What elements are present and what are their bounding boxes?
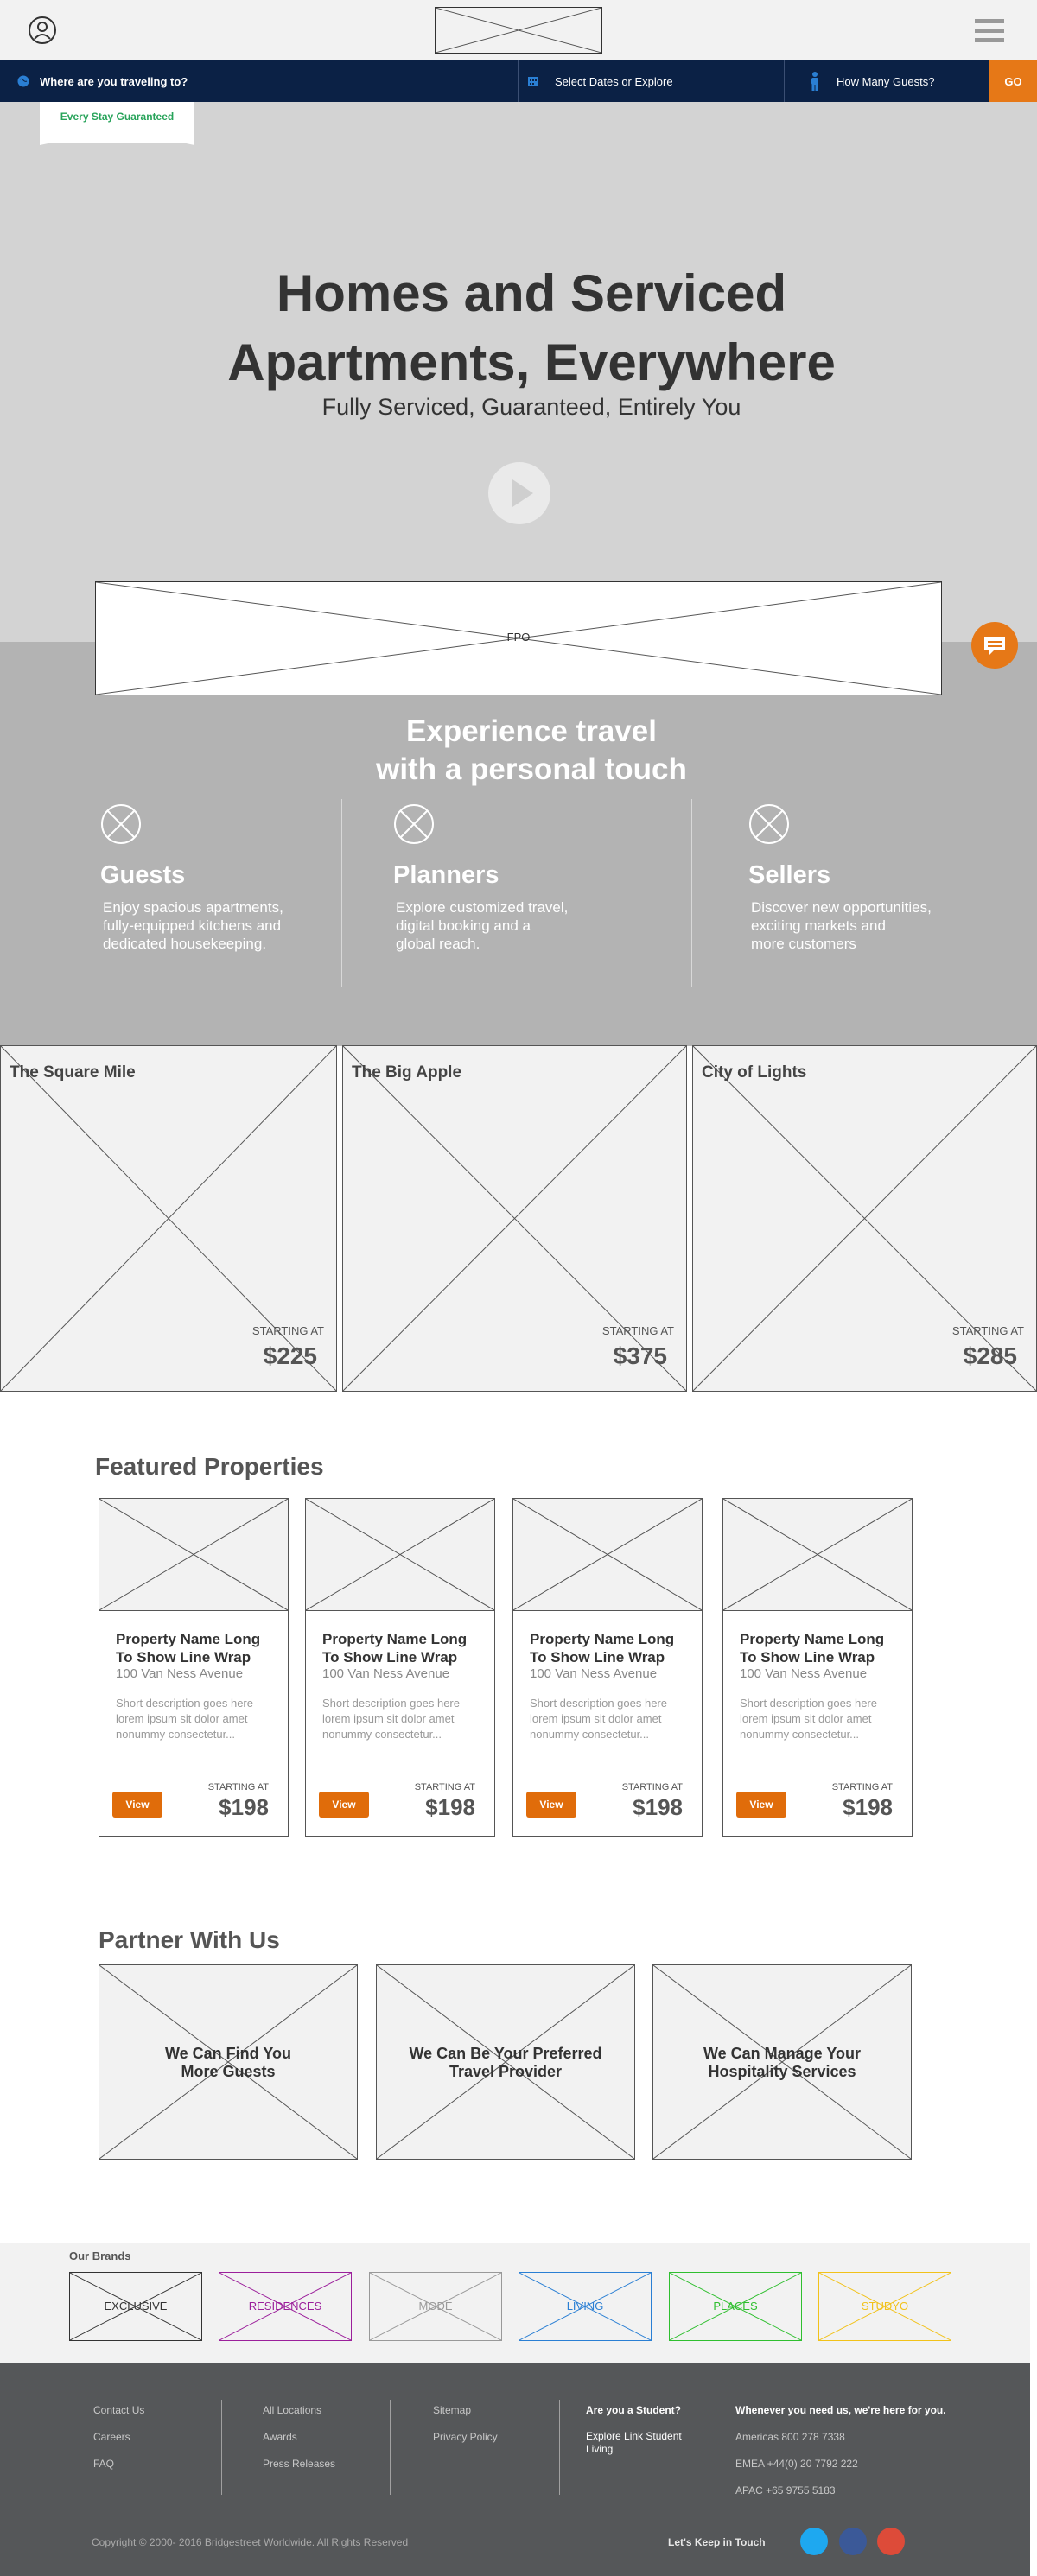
text-line: more customers	[751, 936, 856, 952]
text-line: We Can Be Your Preferred	[409, 2045, 602, 2062]
text-line: nonummy consectetur...	[530, 1728, 650, 1741]
starting-at-label: STARTING AT	[414, 1782, 475, 1792]
property-address: 100 Van Ness Avenue	[530, 1666, 658, 1681]
starting-at-label: STARTING AT	[831, 1782, 893, 1792]
text-line: Short description goes here	[740, 1697, 877, 1710]
partner-card-travel-provider[interactable]	[376, 1964, 635, 2160]
contact-heading: Whenever you need us, we're here for you.	[735, 2404, 946, 2416]
property-image-placeholder[interactable]	[513, 1499, 702, 1611]
divider	[341, 799, 342, 987]
guests-label: How Many Guests?	[837, 74, 935, 88]
fpo-label: FPO	[506, 631, 531, 644]
text-line: Short description goes here	[530, 1697, 667, 1710]
text-line: Discover new opportunities,	[751, 899, 932, 916]
brand-label: STUDYO	[861, 2300, 909, 2313]
destination-label: Where are you traveling to?	[40, 74, 188, 88]
guests-field[interactable]	[809, 60, 982, 102]
starting-at-label: STARTING AT	[601, 1324, 674, 1337]
destination-field[interactable]	[17, 60, 510, 102]
property-name[interactable]: Property Name Long To Show Line Wrap	[116, 1631, 261, 1666]
brand-label: LIVING	[566, 2300, 604, 2313]
column-text	[393, 898, 568, 953]
google-plus-icon[interactable]	[877, 2528, 905, 2555]
column-text	[100, 898, 283, 953]
hero-title	[0, 259, 1037, 397]
property-card	[99, 1498, 289, 1837]
brand-exclusive[interactable]	[69, 2272, 202, 2341]
text-line: Hospitality Services	[708, 2063, 856, 2080]
text-line: Explore Link Student	[586, 2430, 682, 2442]
text-line: nonummy consectetur...	[322, 1728, 442, 1741]
property-address: 100 Van Ness Avenue	[322, 1666, 450, 1681]
property-image-placeholder[interactable]	[99, 1499, 288, 1611]
brand-places[interactable]	[669, 2272, 802, 2341]
property-name[interactable]: Property Name Long To Show Line Wrap	[322, 1631, 468, 1666]
property-image-placeholder[interactable]	[723, 1499, 912, 1611]
placeholder-x-icon	[100, 803, 142, 845]
city-name: The Square Mile	[10, 1063, 136, 1082]
view-button[interactable]: View	[319, 1792, 369, 1818]
column-text	[748, 898, 932, 953]
view-button[interactable]: View	[736, 1792, 786, 1818]
student-heading: Are you a Student?	[586, 2404, 682, 2416]
footer-link-privacy[interactable]: Privacy Policy	[433, 2431, 498, 2443]
city-name: City of Lights	[702, 1063, 807, 1082]
brand-label: RESIDENCES	[248, 2300, 322, 2313]
footer-link-faq[interactable]: FAQ	[93, 2458, 115, 2470]
partner-card-hospitality[interactable]	[652, 1964, 912, 2160]
text-line: nonummy consectetur...	[740, 1728, 860, 1741]
logo-placeholder[interactable]	[435, 7, 602, 54]
text-line: Enjoy spacious apartments,	[103, 899, 283, 916]
search-bar	[0, 60, 1037, 102]
text-line: fully-equipped kitchens and	[103, 917, 282, 934]
text-line: More Guests	[181, 2063, 276, 2080]
property-description	[322, 1696, 487, 1742]
partner-card-text	[653, 2045, 911, 2081]
site-header	[0, 0, 1037, 60]
brands-title: Our Brands	[69, 2249, 131, 2262]
text-line: We Can Manage Your	[703, 2045, 862, 2062]
text-line: Living	[586, 2443, 614, 2455]
property-description	[530, 1696, 694, 1742]
property-description	[740, 1696, 904, 1742]
twitter-icon[interactable]	[800, 2528, 828, 2555]
footer-link-press[interactable]: Press Releases	[263, 2458, 336, 2470]
chat-icon	[971, 622, 1018, 669]
divider	[390, 2400, 391, 2495]
text-line: lorem ipsum sit dolor amet	[116, 1712, 248, 1725]
student-link[interactable]	[586, 2430, 682, 2456]
experience-title	[0, 713, 1037, 789]
starting-at-label: STARTING AT	[951, 1324, 1024, 1337]
experience-column-planners	[393, 803, 568, 953]
city-card-city-of-lights[interactable]	[692, 1045, 1037, 1392]
text-line: Travel Provider	[449, 2063, 563, 2080]
dates-label: Select Dates or Explore	[555, 74, 673, 88]
footer-link-contact[interactable]: Contact Us	[93, 2404, 145, 2416]
footer-link-awards[interactable]: Awards	[263, 2431, 297, 2443]
property-card	[722, 1498, 913, 1837]
text-line: lorem ipsum sit dolor amet	[322, 1712, 455, 1725]
property-address: 100 Van Ness Avenue	[116, 1666, 244, 1681]
hero-subtitle: Fully Serviced, Guaranteed, Entirely You	[321, 394, 741, 420]
text-line: Explore customized travel,	[396, 899, 569, 916]
experience-title-line: with a personal touch	[376, 752, 687, 786]
partner-title: Partner With Us	[99, 1926, 280, 1953]
divider	[691, 799, 692, 987]
footer-link-careers[interactable]: Careers	[93, 2431, 130, 2443]
starting-at-label: STARTING AT	[251, 1324, 324, 1337]
text-line: exciting markets and	[751, 917, 886, 934]
property-price: $198	[425, 1794, 475, 1820]
calendar-icon	[527, 75, 539, 87]
divider	[784, 60, 785, 102]
city-card-big-apple[interactable]	[342, 1045, 687, 1392]
city-price: $225	[263, 1342, 317, 1369]
column-heading: Guests	[100, 861, 186, 889]
text-line: Short description goes here	[322, 1697, 460, 1710]
globe-icon	[17, 75, 29, 87]
property-description	[116, 1696, 280, 1742]
brand-label: PLACES	[713, 2300, 758, 2313]
property-price: $198	[843, 1794, 893, 1820]
view-button[interactable]: View	[112, 1792, 162, 1818]
guarantee-badge-label: Every Stay Guaranteed	[60, 111, 175, 123]
phone-americas[interactable]: Americas 800 278 7338	[735, 2431, 845, 2443]
badge-curve	[40, 128, 194, 145]
city-price: $375	[613, 1342, 667, 1369]
keep-in-touch-label: Let's Keep in Touch	[668, 2536, 766, 2548]
text-line: Short description goes here	[116, 1697, 253, 1710]
go-button[interactable]: GO	[989, 60, 1037, 102]
play-video-button[interactable]	[488, 462, 550, 524]
property-image-placeholder[interactable]	[306, 1499, 494, 1611]
property-address: 100 Van Ness Avenue	[740, 1666, 868, 1681]
property-price: $198	[219, 1794, 269, 1820]
person-icon	[809, 72, 821, 91]
column-heading: Planners	[393, 861, 499, 889]
partner-card-text	[99, 2045, 357, 2081]
view-button[interactable]: View	[526, 1792, 576, 1818]
text-line: lorem ipsum sit dolor amet	[530, 1712, 662, 1725]
property-card	[512, 1498, 703, 1837]
placeholder-x-icon	[393, 803, 435, 845]
user-account-icon[interactable]	[28, 16, 57, 45]
brand-mode[interactable]	[369, 2272, 502, 2341]
experience-column-guests	[100, 803, 283, 953]
brand-label: EXCLUSIVE	[104, 2300, 168, 2313]
partner-card-text	[377, 2045, 634, 2081]
footer-link-sitemap[interactable]: Sitemap	[433, 2404, 472, 2416]
text-line: global reach.	[396, 936, 480, 952]
property-card	[305, 1498, 495, 1837]
text-line: lorem ipsum sit dolor amet	[740, 1712, 872, 1725]
city-card-square-mile[interactable]	[0, 1045, 337, 1392]
experience-title-line: Experience travel	[406, 714, 657, 748]
starting-at-label: STARTING AT	[207, 1782, 269, 1792]
hero-title-line: Apartments, Everywhere	[227, 333, 836, 391]
city-name: The Big Apple	[352, 1063, 462, 1082]
partner-card-find-guests[interactable]	[99, 1964, 358, 2160]
placeholder-x-icon	[748, 803, 790, 845]
facebook-icon[interactable]	[839, 2528, 867, 2555]
text-line: nonummy consectetur...	[116, 1728, 236, 1741]
hamburger-menu-icon[interactable]	[975, 19, 1004, 43]
featured-properties-title: Featured Properties	[95, 1453, 324, 1480]
phone-emea[interactable]: EMEA +44(0) 20 7792 222	[735, 2458, 858, 2470]
text-line: digital booking and a	[396, 917, 531, 934]
brand-studyo[interactable]	[818, 2272, 951, 2341]
copyright: Copyright © 2000- 2016 Bridgestreet Worldwide. All Rights Reserved	[92, 2536, 409, 2548]
starting-at-label: STARTING AT	[621, 1782, 683, 1792]
divider	[221, 2400, 222, 2495]
brand-label: MODE	[418, 2300, 453, 2313]
experience-column-sellers	[748, 803, 932, 953]
dates-field[interactable]	[527, 60, 778, 102]
hero-title-line: Homes and Serviced	[276, 264, 787, 322]
property-name[interactable]: Property Name Long To Show Line Wrap	[530, 1631, 675, 1666]
column-heading: Sellers	[748, 861, 831, 889]
chat-button[interactable]	[971, 622, 1018, 669]
city-price: $285	[963, 1342, 1017, 1369]
footer-link-locations[interactable]: All Locations	[263, 2404, 322, 2416]
brand-living[interactable]	[518, 2272, 652, 2341]
phone-apac[interactable]: APAC +65 9755 5183	[735, 2484, 836, 2497]
property-price: $198	[633, 1794, 683, 1820]
property-name[interactable]: Property Name Long To Show Line Wrap	[740, 1631, 885, 1666]
divider	[559, 2400, 560, 2495]
text-line: We Can Find You	[164, 2045, 291, 2062]
text-line: dedicated housekeeping.	[103, 936, 267, 952]
brand-residences[interactable]	[219, 2272, 352, 2341]
play-icon	[488, 462, 550, 524]
